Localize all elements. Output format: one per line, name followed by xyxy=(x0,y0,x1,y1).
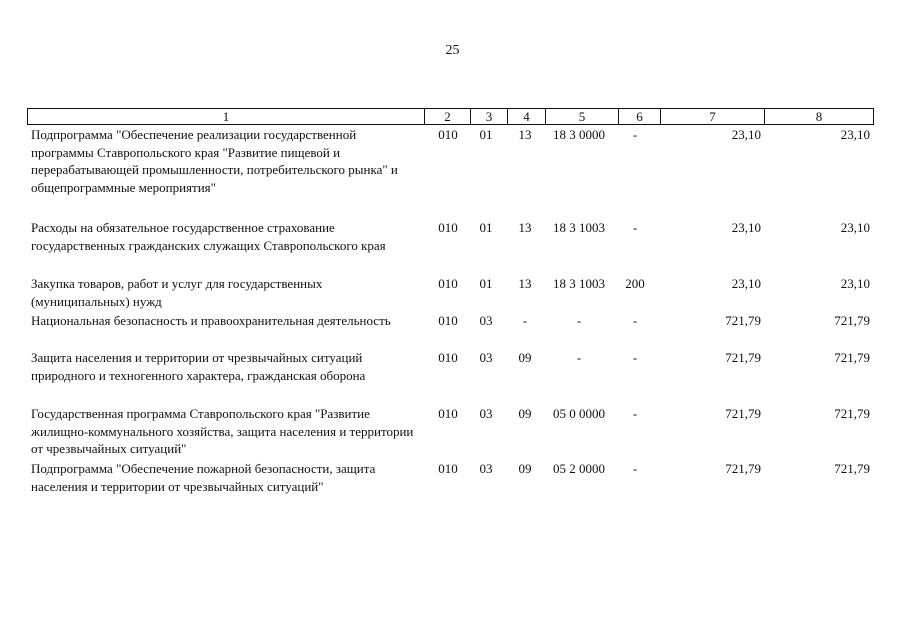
table-header-row xyxy=(27,108,874,125)
header-cell-1: 1 xyxy=(222,109,230,124)
header-cell-2: 2 xyxy=(424,109,470,124)
row-col4-cell: 09 xyxy=(518,461,532,476)
row-name-cell: Государственная программа Ставропольского края "Развитие жилищно-коммунального хозяйства, защита населения и территории от чрезвычайных ситуаций" xyxy=(31,406,414,456)
row-col8-cell: 721,79 xyxy=(834,461,870,476)
row-col5-cell: 05 0 0000 xyxy=(553,406,605,421)
row-name-cell: Подпрограмма "Обеспечение реализации государственной программы Ставропольского края "Развитие пищевой и перерабатывающей промышленности, потребительского рынка" и общепрограммные мероприятия" xyxy=(31,127,398,195)
row-col6-cell: 200 xyxy=(625,276,645,291)
row-col3-cell: 01 xyxy=(479,220,493,235)
row-col2-cell: 010 xyxy=(438,406,458,421)
row-col7-cell: 23,10 xyxy=(731,276,761,291)
row-col2-cell: 010 xyxy=(438,220,458,235)
page-number: 25 xyxy=(445,43,460,58)
header-cell-6: 6 xyxy=(618,109,660,124)
row-col3-cell: 03 xyxy=(479,461,493,476)
row-col7-cell: 23,10 xyxy=(731,127,761,142)
row-col4-cell: 13 xyxy=(518,276,532,291)
row-name-cell: Расходы на обязательное государственное страхование государственных гражданских служащих Ставропольского края xyxy=(31,220,386,253)
row-col8-cell: 23,10 xyxy=(840,127,870,142)
row-col4-cell: 13 xyxy=(518,220,532,235)
row-col7-cell: 721,79 xyxy=(725,406,761,421)
header-cell-8: 8 xyxy=(764,109,873,124)
row-col5-cell: 18 3 0000 xyxy=(553,127,605,142)
row-col6-cell: - xyxy=(632,313,638,328)
row-col3-cell: 03 xyxy=(479,406,493,421)
row-col2-cell: 010 xyxy=(438,461,458,476)
row-col4-cell: - xyxy=(522,313,528,328)
row-col6-cell: - xyxy=(632,127,638,142)
row-col7-cell: 721,79 xyxy=(725,350,761,365)
header-cell-5: 5 xyxy=(545,109,618,124)
row-col3-cell: 03 xyxy=(479,350,493,365)
row-col5-cell: 05 2 0000 xyxy=(553,461,605,476)
row-col2-cell: 010 xyxy=(438,276,458,291)
row-col2-cell: 010 xyxy=(438,350,458,365)
row-col3-cell: 01 xyxy=(479,276,493,291)
row-col3-cell: 03 xyxy=(479,313,493,328)
row-col8-cell: 721,79 xyxy=(834,406,870,421)
header-cell-3: 3 xyxy=(470,109,507,124)
row-col6-cell: - xyxy=(632,461,638,476)
row-col4-cell: 13 xyxy=(518,127,532,142)
row-col6-cell: - xyxy=(632,406,638,421)
row-name-cell: Подпрограмма "Обеспечение пожарной безопасности, защита населения и территории от чрезвычайных ситуаций" xyxy=(31,461,376,494)
row-col8-cell: 23,10 xyxy=(840,276,870,291)
row-name-cell: Защита населения и территории от чрезвычайных ситуаций природного и техногенного характера, гражданская оборона xyxy=(31,350,366,383)
row-col4-cell: 09 xyxy=(518,406,532,421)
row-name-cell: Закупка товаров, работ и услуг для государственных (муниципальных) нужд xyxy=(31,276,323,309)
row-col2-cell: 010 xyxy=(438,313,458,328)
row-col8-cell: 721,79 xyxy=(834,350,870,365)
row-col4-cell: 09 xyxy=(518,350,532,365)
row-col7-cell: 23,10 xyxy=(731,220,761,235)
row-col7-cell: 721,79 xyxy=(725,461,761,476)
row-col2-cell: 010 xyxy=(438,127,458,142)
row-col5-cell: 18 3 1003 xyxy=(553,220,605,235)
row-col8-cell: 23,10 xyxy=(840,220,870,235)
row-col6-cell: - xyxy=(632,350,638,365)
row-col5-cell: 18 3 1003 xyxy=(553,276,605,291)
row-col6-cell: - xyxy=(632,220,638,235)
row-col8-cell: 721,79 xyxy=(834,313,870,328)
row-col5-cell: - xyxy=(576,350,582,365)
header-cell-4: 4 xyxy=(507,109,545,124)
row-col5-cell: - xyxy=(576,313,582,328)
row-col3-cell: 01 xyxy=(479,127,493,142)
header-cell-7: 7 xyxy=(660,109,764,124)
row-col7-cell: 721,79 xyxy=(725,313,761,328)
row-name-cell: Национальная безопасность и правоохранительная деятельность xyxy=(31,313,391,328)
